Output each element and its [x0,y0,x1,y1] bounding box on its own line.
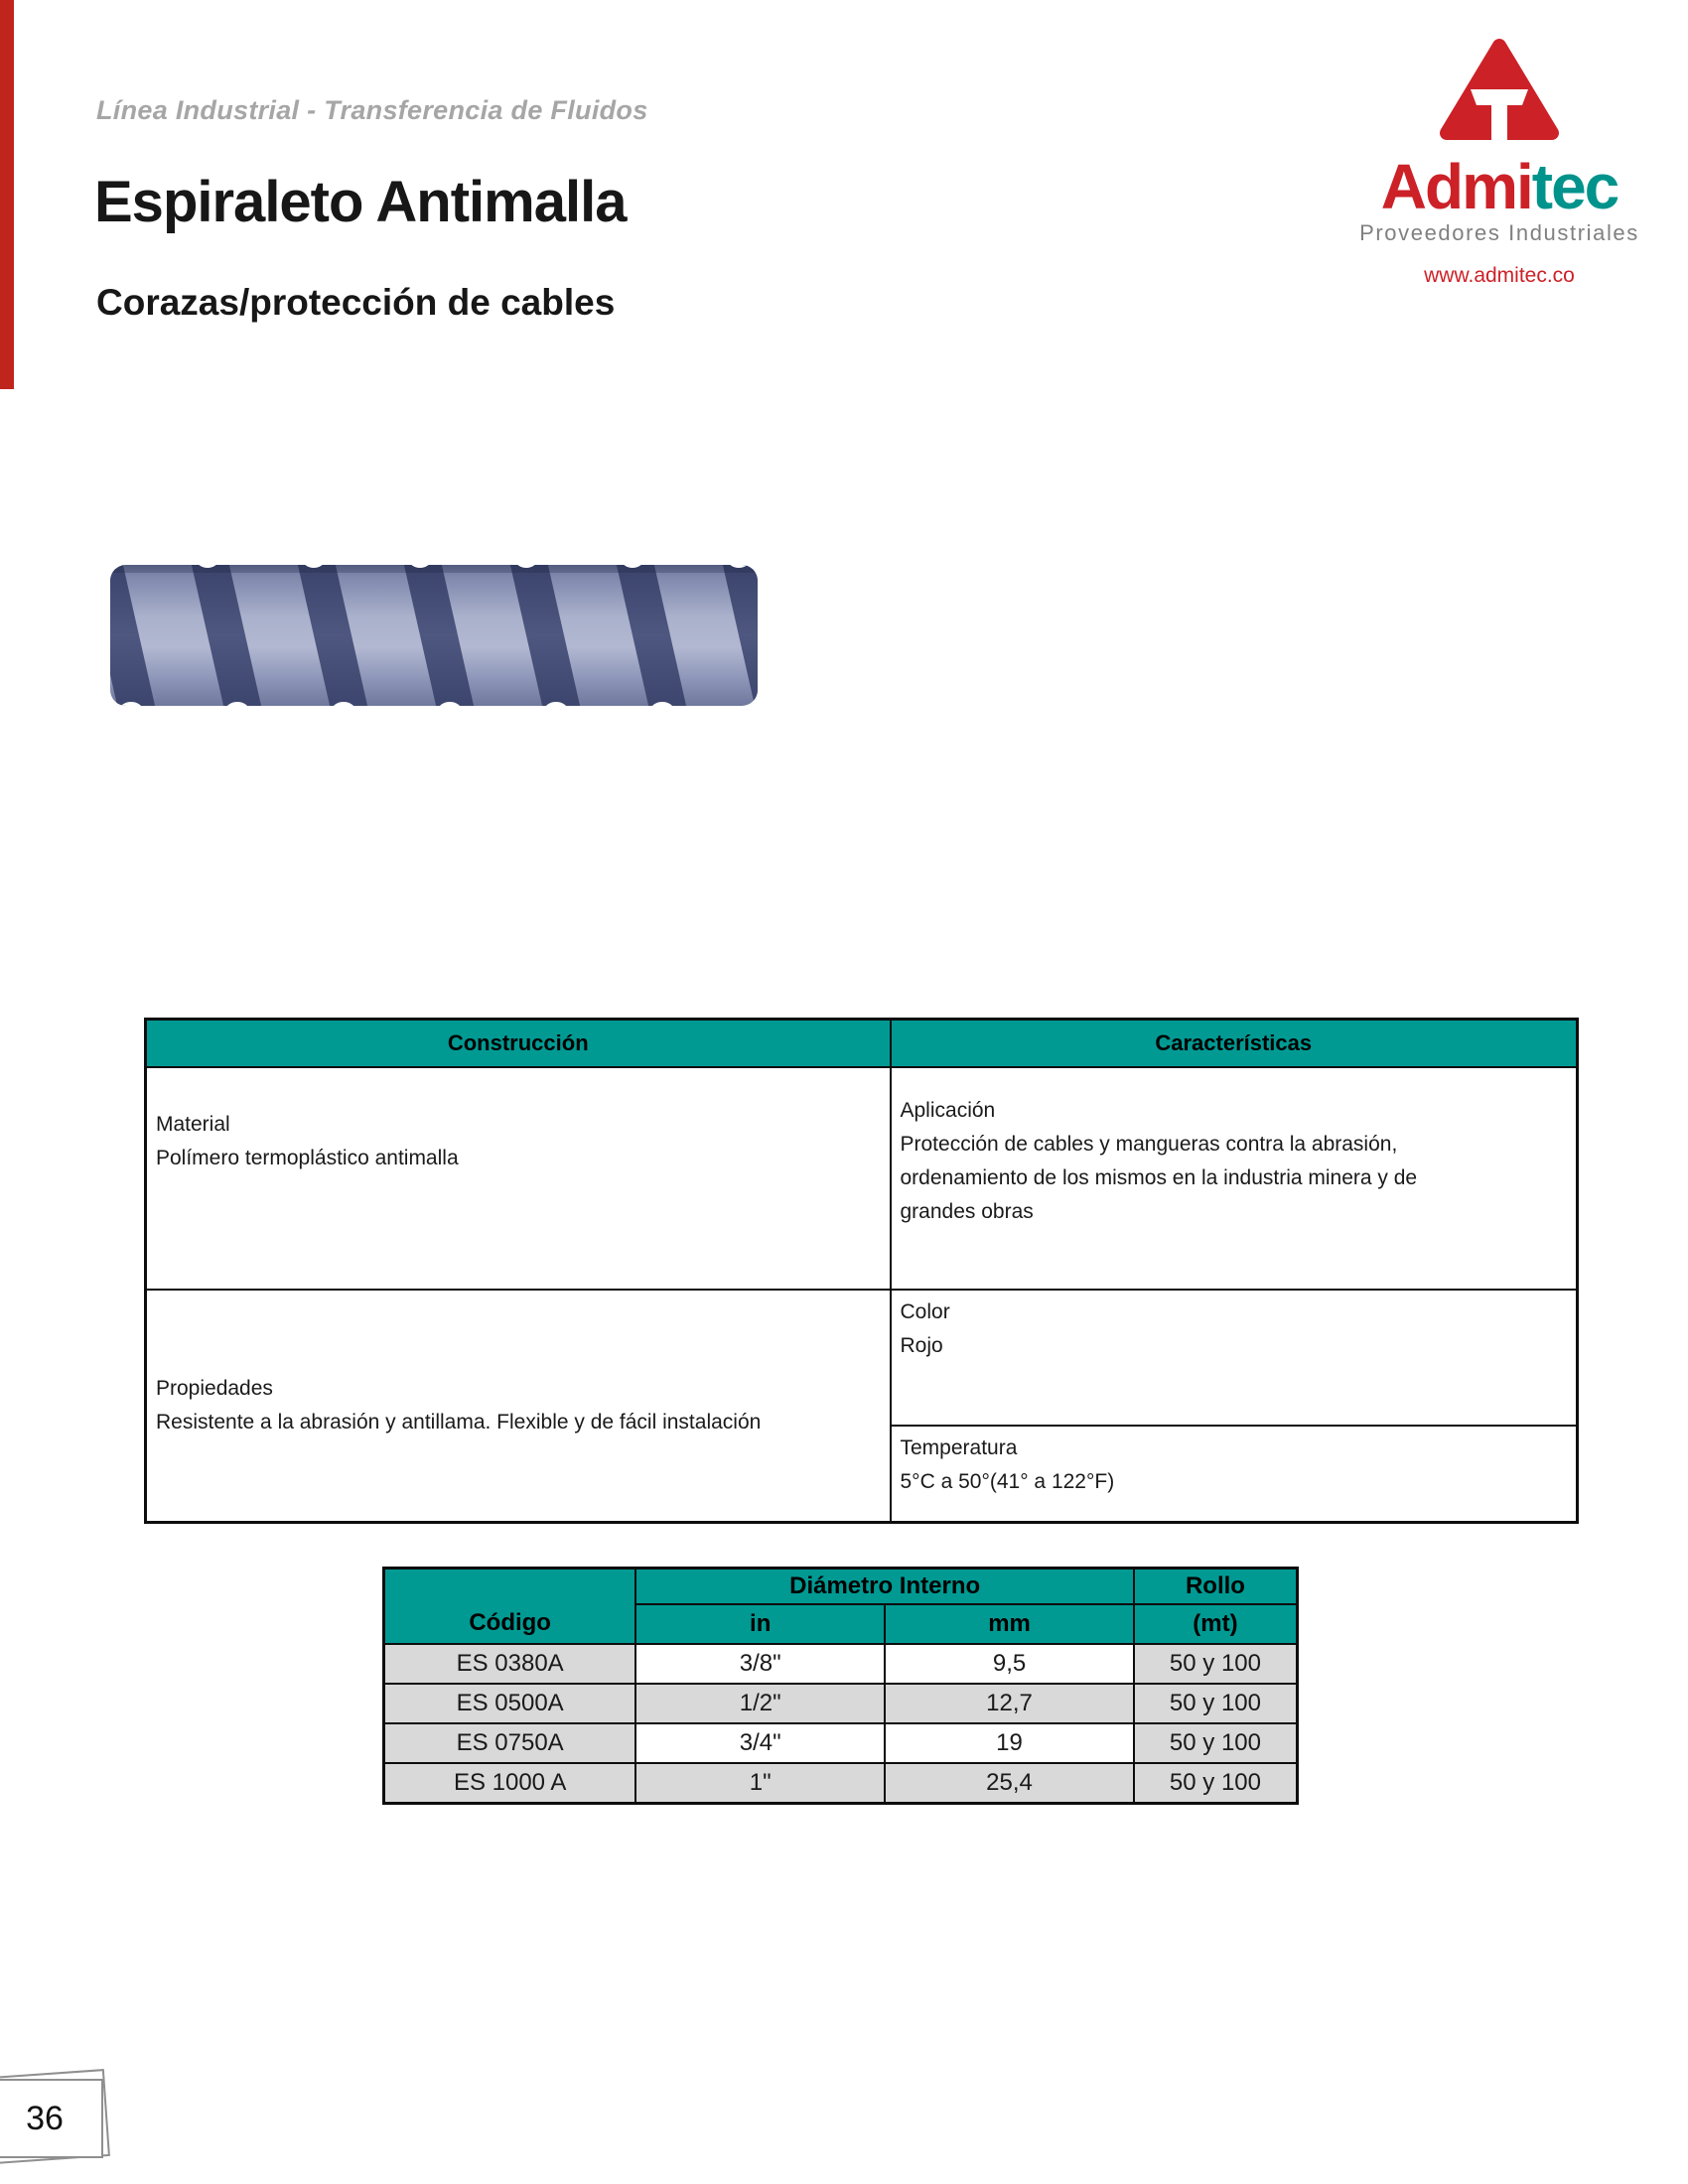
temperatura-cell [891,1426,1578,1523]
brand-website: www.admitec.co [1424,264,1575,287]
brand-logo [1321,36,1678,288]
code-cell: ES 1000 A [384,1763,636,1804]
temperatura-label: Temperatura [900,1436,1018,1459]
in-cell: 1" [635,1763,885,1804]
propiedades-cell [146,1290,891,1523]
aplicacion-cell [891,1067,1578,1290]
table-row [384,1723,1298,1763]
roll-cell: 50 y 100 [1134,1644,1298,1684]
code-cell: ES 0750A [384,1723,636,1763]
mm-cell: 9,5 [885,1644,1134,1684]
mm-cell: 25,4 [885,1763,1134,1804]
construction-header: Construcción [146,1020,891,1068]
page-subtitle: Corazas/protección de cables [96,282,616,323]
roll-cell: 50 y 100 [1134,1684,1298,1723]
in-header: in [635,1604,885,1644]
color-label: Color [900,1300,950,1323]
mm-header: mm [885,1604,1134,1644]
color-cell [891,1290,1578,1426]
brand-wordmark [1321,151,1678,222]
page-sheet [0,2079,103,2158]
section-accent-bar [0,0,14,389]
codigo-header: Código [384,1569,636,1644]
product-image-spiral-hose [109,561,760,710]
mm-cell: 12,7 [885,1684,1134,1723]
diametro-interno-header: Diámetro Interno [635,1569,1134,1604]
roll-cell: 50 y 100 [1134,1723,1298,1763]
roll-cell: 50 y 100 [1134,1763,1298,1804]
construction-table [144,1018,1579,1524]
propiedades-label: Propiedades [156,1377,273,1400]
propiedades-text: Resistente a la abrasión y antillama. Flexible y de fácil instalación [156,1411,762,1433]
page-title: Espiraleto Antimalla [94,170,627,234]
material-text: Polímero termoplástico antimalla [156,1147,459,1169]
spec-table [382,1567,1299,1805]
series-kicker: Línea Industrial - Transferencia de Fluidos [96,95,648,125]
logo-triangle-icon [1437,36,1562,151]
mt-header: (mt) [1134,1604,1298,1644]
material-cell [146,1067,891,1290]
brand-wordmark-red: Admi [1380,151,1532,222]
caracteristicas-header: Características [891,1020,1578,1068]
material-label: Material [156,1113,230,1136]
temperatura-text: 5°C a 50°(41° a 122°F) [900,1470,1115,1493]
mm-cell: 19 [885,1723,1134,1763]
in-cell: 3/8" [635,1644,885,1684]
aplicacion-text: Protección de cables y mangueras contra la abrasión, ordenamiento de los mismos en la industria minera y de grandes obras [900,1133,1418,1223]
color-text: Rojo [900,1334,943,1357]
table-row [384,1684,1298,1723]
page-number-badge [0,2071,115,2170]
code-cell: ES 0500A [384,1684,636,1723]
in-cell: 1/2" [635,1684,885,1723]
table-row [384,1763,1298,1804]
brand-wordmark-teal: tec [1531,151,1618,222]
table-row [384,1644,1298,1684]
in-cell: 3/4" [635,1723,885,1763]
brand-tagline: Proveedores Industriales [1359,220,1639,245]
page-number: 36 [26,2099,64,2137]
aplicacion-label: Aplicación [900,1099,996,1122]
rollo-header: Rollo [1134,1569,1298,1604]
code-cell: ES 0380A [384,1644,636,1684]
